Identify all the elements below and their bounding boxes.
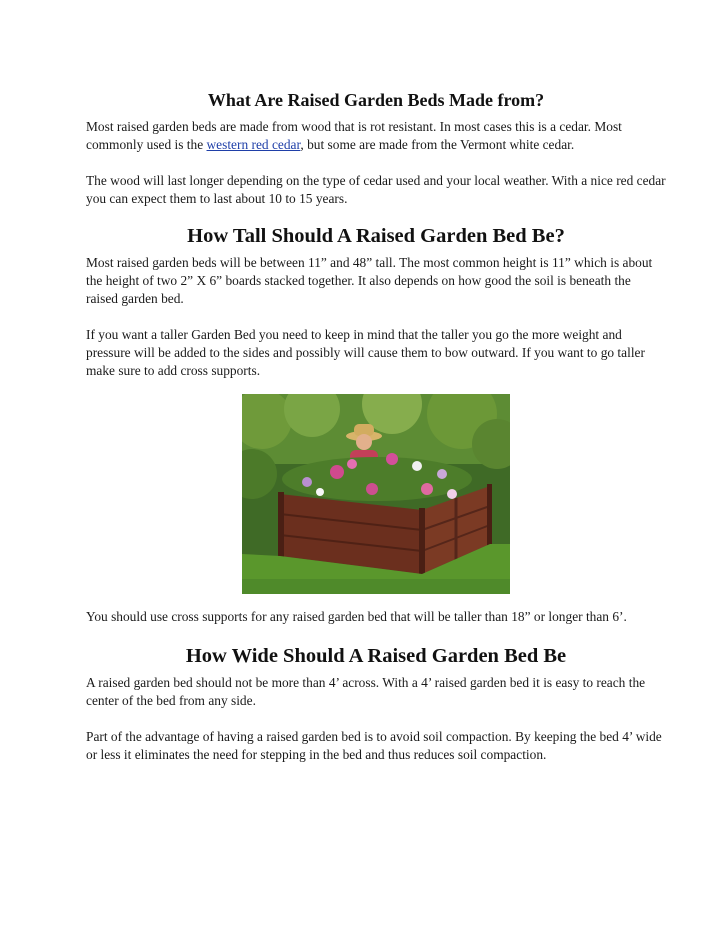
spacer bbox=[86, 710, 666, 728]
spacer bbox=[86, 308, 666, 326]
paragraph-width-2: Part of the advantage of having a raised garden bed is to avoid soil compaction. By keeping the bed 4’ wide or less it eliminates the need for stepping in the bed and thus reduces soil compaction. bbox=[86, 729, 662, 762]
spacer bbox=[86, 380, 666, 394]
spacer bbox=[86, 594, 666, 608]
paragraph-height-2: If you want a taller Garden Bed you need to keep in mind that the taller you go the more weight and pressure will be added to the sides and possibly will cause them to bow outward. If you want to go taller make sure to add cross supports. bbox=[86, 327, 645, 378]
paragraph-materials-1 bbox=[86, 118, 666, 154]
raised-garden-bed-photo bbox=[242, 394, 510, 594]
heading-materials: What Are Raised Garden Beds Made from? bbox=[207, 90, 545, 110]
figure-wrapper bbox=[86, 394, 666, 594]
heading-width: How Wide Should A Raised Garden Bed Be bbox=[185, 645, 567, 667]
heading-height: How Tall Should A Raised Garden Bed Be? bbox=[187, 225, 565, 247]
paragraph-height-1: Most raised garden beds will be between 11” and 48” tall. The most common height is 11” which is about the height of two 2” X 6” boards stacked together. It also depends on how good the soil is beneath the raised garden bed. bbox=[86, 255, 653, 306]
spacer bbox=[86, 154, 666, 172]
paragraph-width-1: A raised garden bed should not be more than 4’ across. With a 4’ raised garden bed it is easy to reach the center of the bed from any side. bbox=[86, 675, 646, 708]
western-red-cedar-link[interactable]: western red cedar bbox=[206, 137, 301, 152]
document-page bbox=[86, 88, 666, 764]
garden-photo-illustration bbox=[242, 394, 510, 594]
spacer bbox=[86, 626, 666, 642]
paragraph-materials-1-text-a: Most raised garden beds are made from wood that is rot resistant. In most cases this is a cedar. Most commonly used is the bbox=[86, 119, 622, 152]
paragraph-materials-2: The wood will last longer depending on the type of cedar used and your local weather. With a nice red cedar you can expect them to last about 10 to 15 years. bbox=[86, 173, 666, 206]
paragraph-materials-1-text-b: , but some are made from the Vermont white cedar. bbox=[300, 137, 575, 152]
paragraph-height-3: You should use cross supports for any raised garden bed that will be taller than 18” or longer than 6’. bbox=[86, 609, 627, 624]
spacer bbox=[86, 208, 666, 222]
